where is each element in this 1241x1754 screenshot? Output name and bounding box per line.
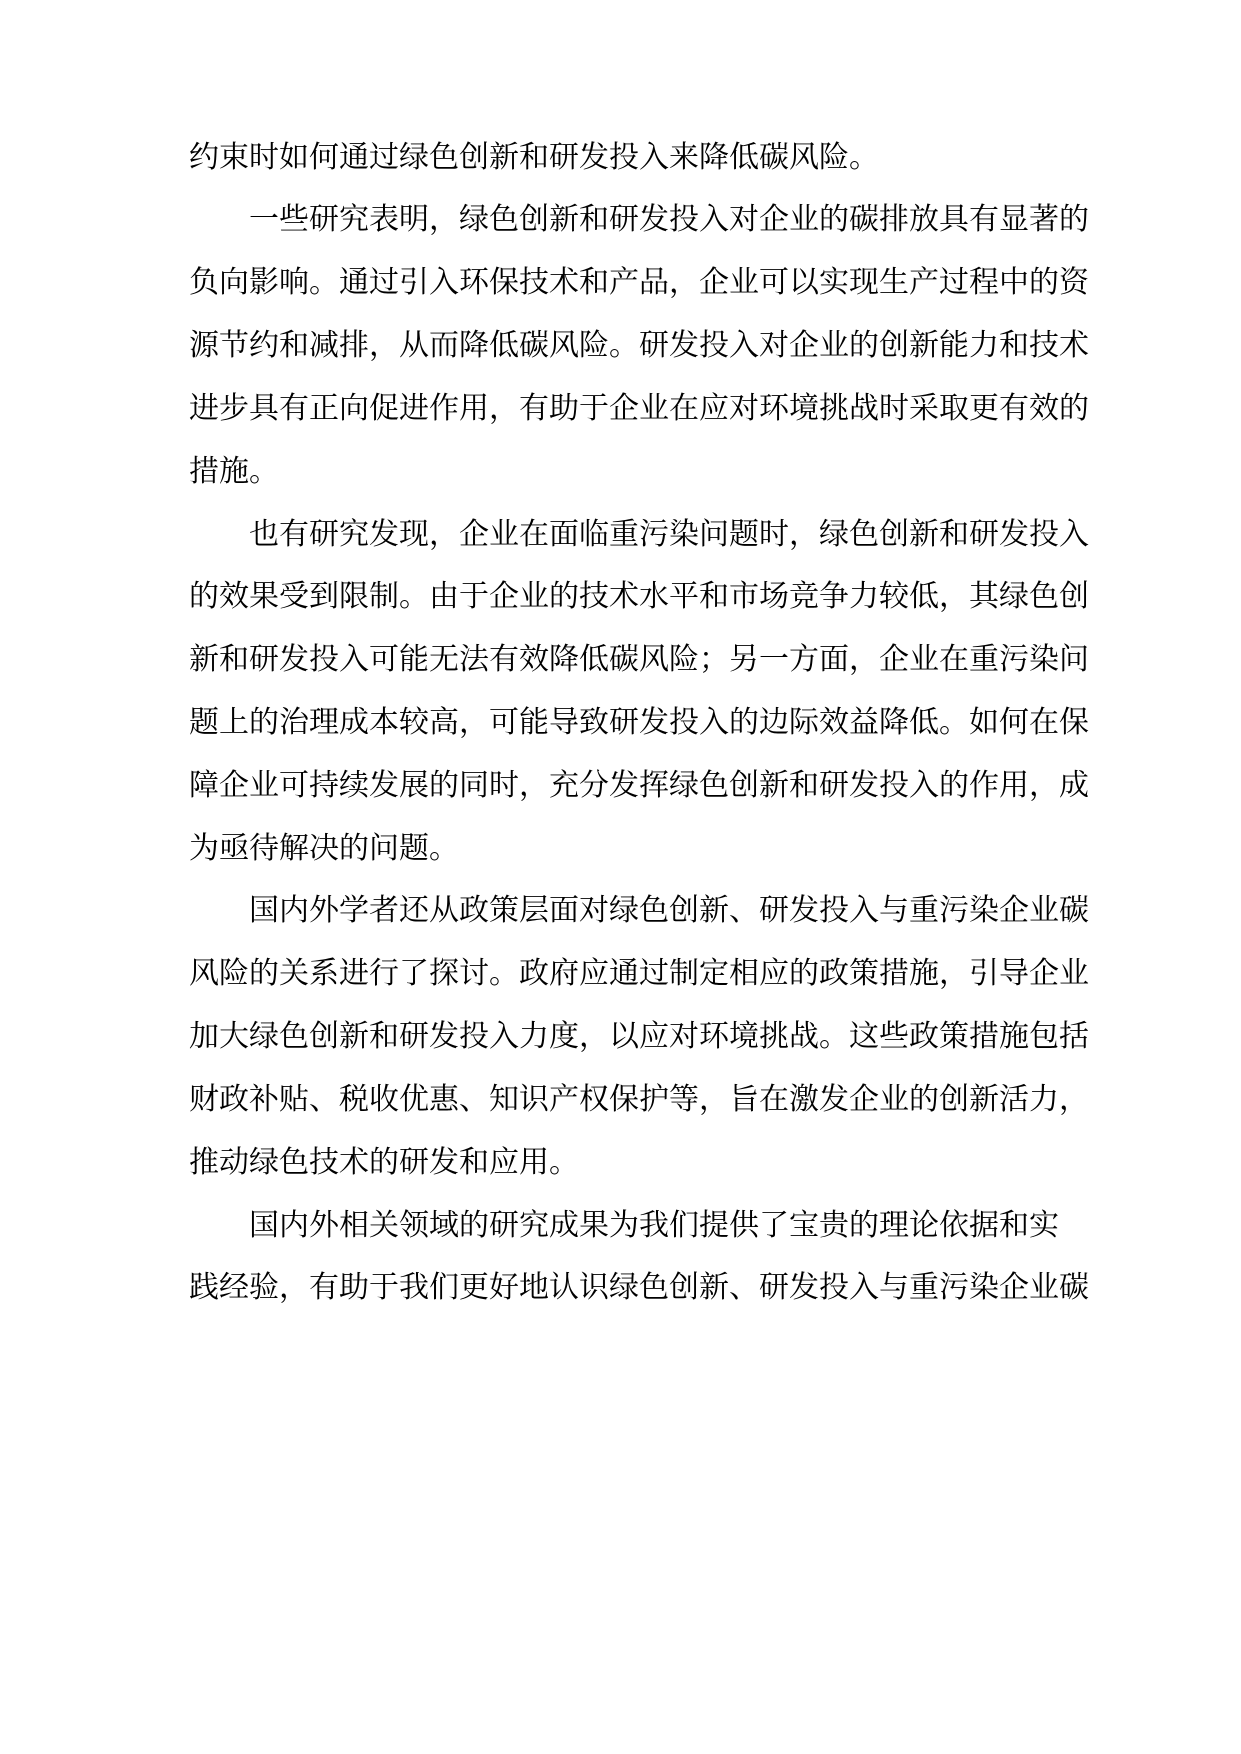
paragraph-line: 的效果受到限制。由于企业的技术水平和市场竞争力较低，其绿色创	[189, 579, 1089, 614]
paragraph-line: 加大绿色创新和研发投入力度，以应对环境挑战。这些政策措施包括	[189, 1019, 1089, 1054]
paragraph-line: 题上的治理成本较高，可能导致研发投入的边际效益降低。如何在保	[189, 705, 1089, 740]
paragraph-line: 为亟待解决的问题。	[189, 831, 459, 866]
paragraph-line: 推动绿色技术的研发和应用。	[189, 1145, 579, 1180]
paragraph-line: 进步具有正向促进作用，有助于企业在应对环境挑战时采取更有效的	[189, 391, 1089, 426]
paragraph-line: 也有研究发现，企业在面临重污染问题时，绿色创新和研发投入	[249, 517, 1089, 552]
paragraph-line: 财政补贴、税收优惠、知识产权保护等，旨在激发企业的创新活力，	[189, 1082, 1089, 1117]
paragraph-line: 一些研究表明，绿色创新和研发投入对企业的碳排放具有显著的	[249, 202, 1089, 237]
paragraph-line: 国内外学者还从政策层面对绿色创新、研发投入与重污染企业碳	[249, 893, 1089, 928]
paragraph-line: 负向影响。通过引入环保技术和产品，企业可以实现生产过程中的资	[189, 265, 1089, 300]
paragraph-line: 新和研发投入可能无法有效降低碳风险；另一方面，企业在重污染问	[189, 642, 1089, 677]
paragraph-line: 障企业可持续发展的同时，充分发挥绿色创新和研发投入的作用，成	[189, 768, 1089, 803]
paragraph-line: 践经验，有助于我们更好地认识绿色创新、研发投入与重污染企业碳	[189, 1270, 1089, 1305]
paragraph-line: 风险的关系进行了探讨。政府应通过制定相应的政策措施，引导企业	[189, 956, 1089, 991]
paragraph-line: 措施。	[189, 454, 279, 489]
paragraph-line: 国内外相关领域的研究成果为我们提供了宝贵的理论依据和实	[249, 1208, 1059, 1243]
paragraph-line: 约束时如何通过绿色创新和研发投入来降低碳风险。	[189, 140, 879, 175]
paragraph-line: 源节约和减排，从而降低碳风险。研发投入对企业的创新能力和技术	[189, 328, 1089, 363]
